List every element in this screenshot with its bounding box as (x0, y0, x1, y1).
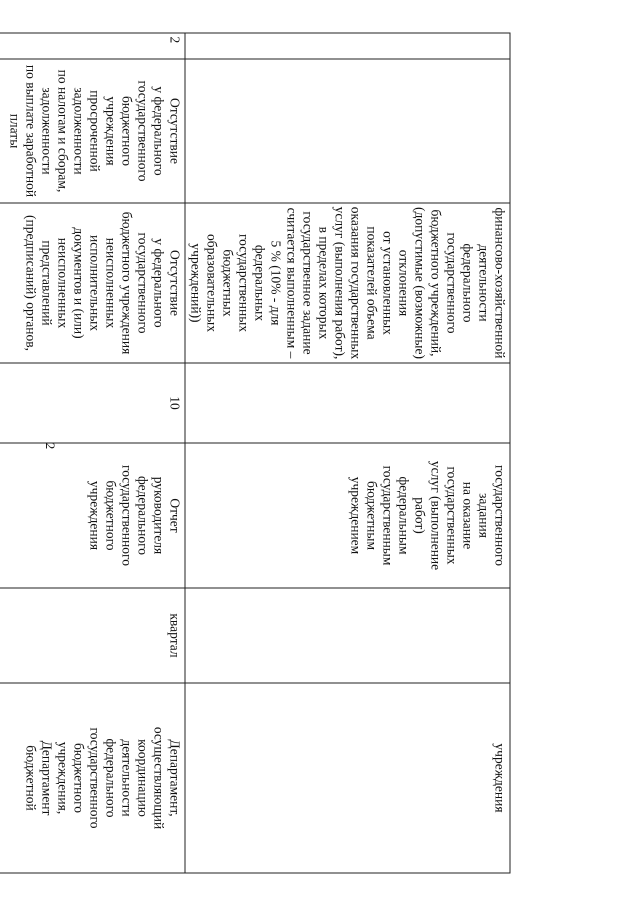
cell-number: 2 (0, 33, 185, 59)
cell-period-empty (185, 588, 510, 683)
criteria-table (0, 33, 511, 874)
cell-points-empty (185, 363, 510, 443)
table-row (185, 33, 510, 873)
cell-period: квартал (0, 588, 185, 683)
cell-indicator: Отсутствие у федерального государственного бюджетного учреждения просроченной задолженности по налогам и сборам, задолженности по выплате заработной платы (0, 59, 185, 203)
cell-points: 10 (0, 363, 185, 443)
cell-indicator-empty (185, 59, 510, 203)
page-number: 2 (43, 442, 58, 450)
cell-responsible: Департамент, осуществляющий координацию деятельности федерального государственного бюджетного учреждения, Департамент бюджетной (0, 683, 185, 873)
cell-criterion-prev: финансово-хозяйственной деятельности федерального государственного бюджетного учреждений, (допустимые (возможные) отклонения от установленных показателей объема оказания государственных услуг (выполнения работ), в пределах которых государственное задание считается выполненным – 5 % (10% - для федеральных государственных бюджетных образовательных учреждений)) (185, 203, 510, 363)
table-row (0, 33, 185, 873)
cell-criterion: Отсутствие у федерального государственного бюджетного учреждения неисполненных исполнительных документов и (или) неисполненных представлений (предписаний) органов, (0, 203, 185, 363)
cell-number-empty (185, 33, 510, 59)
cell-source-prev: государственного задания на оказание государственных услуг (выполнение работ) федеральным государственным бюджетным учреждением (185, 443, 510, 588)
cell-source: Отчет руководителя федерального государственного бюджетного учреждения (0, 443, 185, 588)
cell-responsible-prev: учреждения (185, 683, 510, 873)
criteria-table-rotated (7, 33, 511, 873)
